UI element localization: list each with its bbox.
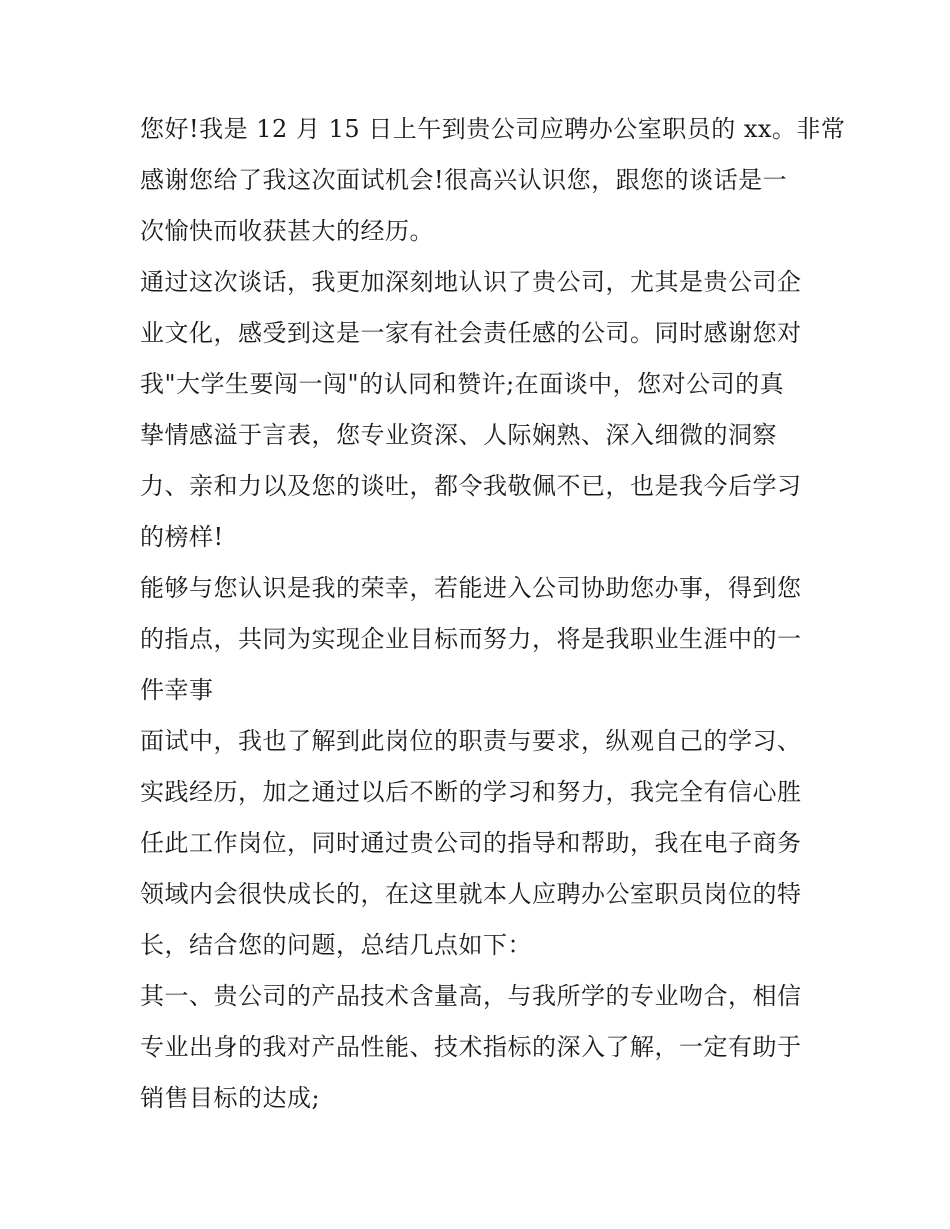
text-line: 的指点，共同为实现企业目标而努力，将是我职业生涯中的一 [140,625,802,653]
paragraph-job-requirements [140,716,812,971]
text-line: 业文化，感受到这是一家有社会责任感的公司。同时感谢您对 [140,319,802,347]
text-line: 能够与您认识是我的荣幸，若能进入公司协助您办事，得到您 [140,574,802,602]
text-line: 件幸事 [140,676,214,704]
document-body [140,104,846,1124]
text-line: 您好!我是 12 月 15 日上午到贵公司应聘办公室职员的 xx。非常 [140,115,846,143]
text-line: 的榜样! [140,523,224,551]
text-line: 专业出身的我对产品性能、技术指标的深入了解，一定有助于 [140,1033,802,1061]
text-line: 通过这次谈话，我更加深刻地认识了贵公司，尤其是贵公司企 [140,268,802,296]
text-line: 次愉快而收获甚大的经历。 [140,217,434,245]
text-line: 任此工作岗位，同时通过贵公司的指导和帮助，我在电子商务 [140,829,802,857]
paragraph-greeting [140,104,846,257]
text-line: 我"大学生要闯一闯"的认同和赞许;在面谈中，您对公司的真 [140,370,785,398]
text-line: 感谢您给了我这次面试机会!很高兴认识您，跟您的谈话是一 [140,166,788,194]
text-line: 力、亲和力以及您的谈吐，都令我敬佩不已，也是我今后学习 [140,472,802,500]
text-line: 领域内会很快成长的，在这里就本人应聘办公室职员岗位的特 [140,880,802,908]
text-line: 面试中，我也了解到此岗位的职责与要求，纵观自己的学习、 [140,727,802,755]
paragraph-company-culture [140,257,812,563]
text-line: 其一、贵公司的产品技术含量高，与我所学的专业吻合，相信 [140,982,802,1010]
text-line: 长，结合您的问题，总结几点如下： [140,931,532,959]
paragraph-point-one [140,971,812,1124]
text-line: 实践经历，加之通过以后不断的学习和努力，我完全有信心胜 [140,778,802,806]
paragraph-honor [140,563,812,716]
text-line: 挚情感溢于言表，您专业资深、人际娴熟、深入细微的洞察 [140,421,777,449]
text-line: 销售目标的达成; [140,1084,321,1112]
